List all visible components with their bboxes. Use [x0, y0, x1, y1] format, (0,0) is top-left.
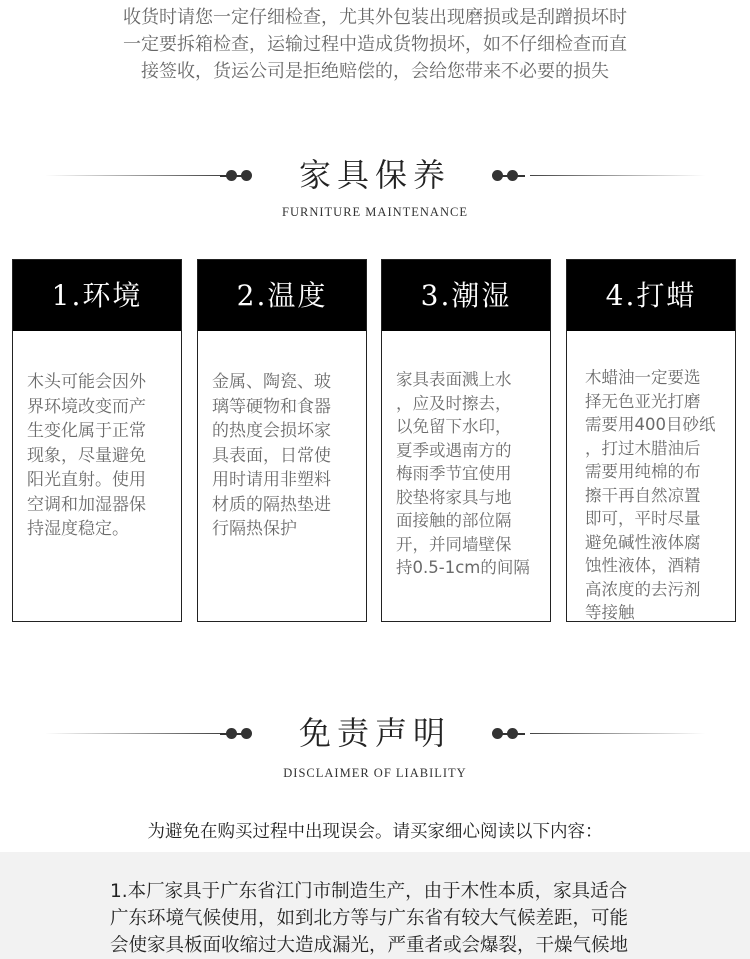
disclaimer-line: 会使家具板面收缩过大造成漏光，严重者或会爆裂，干燥气候地 — [110, 935, 629, 956]
card-text: 木头可能会因外 界环境改变而产 生变化属于正常 现象，尽量避免 阳光直射。使用 空调和加湿器保 持湿度稳定。 — [27, 372, 146, 539]
disclaimer-line: 广东环境气候使用，如到北方等与广东省有较大气候差距，可能 — [110, 908, 629, 929]
maintenance-heading — [0, 145, 750, 205]
divider-ornament — [492, 728, 526, 740]
care-card-temperature — [197, 259, 367, 622]
intro-line: 一定要拆箱检查，运输过程中造成货物损坏，如不仔细检查而直 — [123, 34, 627, 55]
care-card-waxing — [566, 259, 736, 622]
intro-line: 接签收，货运公司是拒绝赔偿的，会给您带来不必要的损失 — [141, 61, 609, 82]
card-title: 4.打蜡 — [567, 260, 735, 331]
maintenance-subtitle: FURNITURE MAINTENANCE — [282, 205, 468, 219]
care-card-humidity — [381, 259, 551, 622]
card-text: 金属、陶瓷、玻 璃等硬物和食器 的热度会损坏家 具表面，日常使 用时请用非塑料 材质的隔热垫进 行隔热保护 — [212, 372, 331, 539]
maintenance-title: 家具保养 — [298, 156, 451, 194]
disclaimer-subtitle: DISCLAIMER OF LIABILITY — [283, 766, 467, 780]
disclaimer-lead: 为避免在购买过程中出现误会。请买家细心阅读以下内容： — [147, 822, 603, 842]
disclaimer-heading — [0, 703, 750, 763]
card-text: 家具表面溅上水 ，应及时擦去， 以免留下水印， 夏季或遇南方的 梅雨季节宜使用 胶垫将家具与地 面接触的部位隔 开，并同墙壁保 持0.5-1cm的间隔 — [396, 370, 530, 577]
divider-line — [530, 733, 705, 734]
card-text: 木蜡油一定要选 择无色亚光打磨 需要用400目砂纸 ，打过木腊油后 需要用纯棉的布 擦干再自然凉置 即可，平时尽量 避免碱性液体腐 蚀性液体，酒精 高浓度的去污剂 等接触 — [585, 368, 716, 622]
card-title: 1.环境 — [13, 260, 181, 331]
disclaimer-title: 免责声明 — [298, 714, 451, 752]
disclaimer-line: 1.本厂家具于广东省江门市制造生产，由于木性本质，家具适合 — [110, 881, 628, 902]
care-card-environment — [12, 259, 182, 622]
divider-line — [530, 175, 705, 176]
card-title: 2.温度 — [198, 260, 366, 331]
disclaimer-text — [110, 878, 670, 959]
intro-notice — [0, 4, 750, 85]
divider-ornament — [492, 170, 526, 182]
card-title: 3.潮湿 — [382, 260, 550, 331]
intro-line: 收货时请您一定仔细检查，尤其外包装出现磨损或是刮蹭损坏时 — [123, 7, 627, 28]
